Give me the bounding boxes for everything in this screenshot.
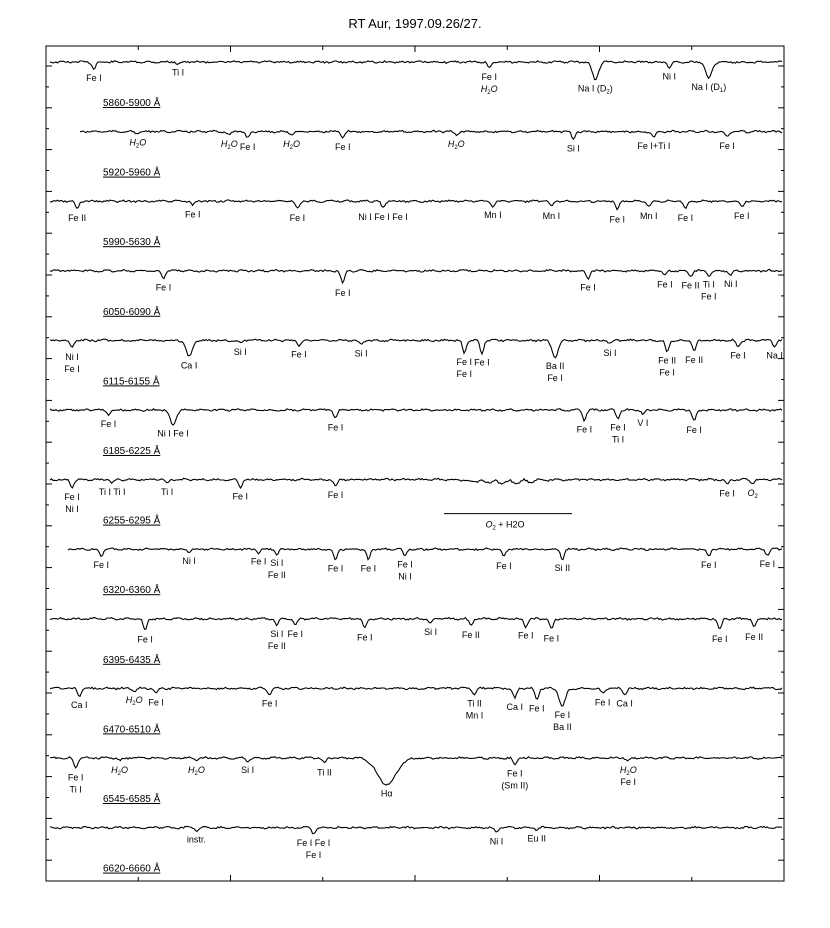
line-label: Fe I [496,560,512,571]
line-label: Fe I [67,772,84,783]
line-label: Mn I [484,210,502,221]
line-label: $H_2O$ [283,139,300,152]
spectrum-panel-5920-5960 [80,130,782,178]
spectrum-line [50,200,782,210]
spectra-group [50,61,783,875]
line-label: Ni I [489,836,504,847]
line-label-secondary: Fe I [659,367,675,378]
range-label: 5860-5900 Å [103,98,161,109]
line-label: Fe I [93,560,109,571]
range-label: 6395-6435 Å [103,654,161,666]
line-label: Fe II [461,629,480,640]
line-label: Ti I [172,67,185,78]
line-label: Ti II [317,767,332,778]
line-label: $H_2O$ [220,139,238,152]
line-label: Fe I [289,212,306,223]
line-label-secondary: Fe I [64,364,80,375]
line-label: Fe I [155,282,172,293]
line-label: Fe I [543,633,560,644]
line-label: Ni I [182,556,196,566]
line-label: Fe I [86,73,102,83]
range-label: 6115-6155 Å [103,376,160,388]
line-label: Fe I [137,634,153,645]
line-label: Fe I [184,209,201,220]
spectrum-line [50,826,782,833]
spectrum-panel-6185-6225 [50,409,782,457]
chart-title: RT Aur, 1997.09.26/27. [348,16,482,31]
line-label: Fe II [745,631,764,642]
line-label: Fe I [327,422,344,433]
spectrum-panel-5990-5630 [50,200,782,248]
line-label: Fe I [481,71,497,82]
spectrum-panel-6545-6585 [50,757,782,805]
line-label: Fe I [239,141,256,152]
line-label: Ni I Fe I Fe I [358,212,408,223]
line-label: Si I [241,764,255,775]
spectrum-line [50,409,782,425]
spectrum-line [50,478,782,488]
line-label: Fe I Fe I [296,837,331,848]
line-label: Fe I [474,357,490,368]
spectrum-line [50,757,782,785]
line-label: Fe I [148,697,164,708]
line-label: $H_2O$ [125,695,143,708]
line-label: Si I [233,347,247,358]
line-label: Fe I [360,563,377,574]
line-label: Si I [566,143,580,154]
line-label: $H_2O$ [619,764,637,777]
line-label: Fe I [507,768,523,779]
line-label: Fe I [397,559,413,570]
line-label: Si II [554,563,571,573]
line-label: Fe I [609,214,626,225]
line-label-secondary: (Sm II) [501,780,529,791]
line-label: Eu II [527,833,547,844]
line-label: Ni I [662,71,677,82]
line-label-secondary: Fe I [456,369,473,379]
line-label: Fe I [580,282,596,293]
line-label: Si I [270,629,284,640]
line-label: Fe I [335,288,351,299]
line-label: Si I [354,348,368,359]
spectrum-panel-6255-6295 [50,478,782,531]
line-label: Ni I [65,352,79,363]
line-label: Fe II [68,212,87,223]
spectrum-panel-5860-5900 [50,61,782,109]
range-label: 5990-5630 Å [103,237,161,249]
spectrum-line [68,548,782,560]
line-label: Ti I [161,487,174,498]
line-label: Fe I [719,488,735,499]
range-label: 6255-6295 Å [103,515,161,527]
line-label: Ba II [545,361,565,372]
line-label: Ca I [180,360,198,371]
line-label-secondary: Fe I [701,291,717,302]
line-label: Na I [766,350,783,361]
line-label: Fe I [594,697,611,708]
annotation-label: $O_2 + H2O$ [485,519,525,532]
line-label: Si I [270,558,284,569]
spectrum-line [50,618,782,630]
line-label: $H_2O$ [187,764,205,777]
line-label: Fe I [327,489,344,500]
line-label: Si I [424,627,438,637]
spectrum-panel-6115-6155 [50,339,783,387]
range-label: 5920-5960 Å [103,167,161,179]
line-label: Fe I [327,563,344,574]
range-label: 6545-6585 Å [103,794,161,805]
line-label: Ti I [702,279,715,290]
range-label: 6320-6360 Å [103,585,161,597]
spectrum-panel-6395-6435 [50,618,782,666]
line-label: Fe I [686,425,702,436]
line-label: $O_2$ [747,487,758,500]
line-label-secondary: Fe I [305,849,322,860]
line-label: Na I $(D_1)$ [691,82,727,95]
line-label: $H_2O$ [129,137,147,150]
range-label: 6050-6090 Å [103,306,161,318]
line-label: instr. [186,834,206,845]
line-label-secondary: $H_2O$ [480,83,498,96]
line-label-secondary: Ba II [553,721,572,732]
spectrum-panel-6470-6510 [50,687,782,735]
line-label: Fe I [576,424,593,435]
line-label: Fe I [100,418,117,429]
line-label: Fe I [357,632,373,643]
line-label: Fe I [554,709,571,720]
spectrum-panel-6620-6660 [50,826,782,874]
line-label: Fe I [677,212,694,223]
line-label-secondary: Fe II [267,570,286,581]
line-label: Fe I [250,556,267,567]
line-label: Fe I [287,629,303,640]
line-label: Fe I [730,350,746,361]
line-label: Hα [380,788,393,799]
line-label-secondary: Mn I [465,710,484,721]
line-label: Fe I [759,558,776,569]
spectrum-panel-6320-6360 [68,548,782,596]
line-label-secondary: Ni I [398,571,412,582]
line-label-secondary: Ti I [611,434,625,445]
line-label: Ni I Fe I [157,428,189,439]
line-label-secondary: Fe I [547,373,563,384]
line-label-secondary: Ti I [69,784,82,795]
line-label: Fe II [658,355,677,366]
range-label: 6185-6225 Å [103,446,161,457]
line-label: Fe I [701,560,717,571]
line-label: Fe II [685,354,704,365]
line-label: Si I [603,347,617,358]
line-label: Fe I [261,698,278,709]
line-label: Fe I+Ti I [637,141,671,152]
line-label: $H_2O$ [111,764,128,777]
line-label-secondary: Fe I [620,776,637,787]
line-label: Ni I [724,279,738,289]
line-label: Fe II [681,280,700,291]
line-label: Ti I Ti I [98,487,126,498]
line-label: Ca I [71,700,88,711]
line-label: Fe I [657,279,673,290]
range-label: 6620-6660 Å [103,863,161,875]
spectrum-line [80,130,782,139]
line-label: V I [637,418,649,429]
line-label: Fe I [456,357,473,367]
line-label: Ti II [467,698,482,709]
line-label: Fe I [232,491,249,502]
range-label: 6470-6510 Å [103,724,161,736]
line-label: Ca I [616,698,633,709]
line-label-secondary: Ni I [65,504,79,514]
line-label-secondary: Fe II [267,641,286,652]
line-label: Fe I [733,210,750,221]
spectrum-panel-6050-6090 [50,270,782,318]
line-label: Mn I [640,210,658,221]
line-label: Ca I [506,702,524,713]
line-label: $H_2O$ [447,139,465,152]
line-label: Fe I [64,492,80,502]
line-label: Fe I [610,422,626,433]
line-label: Fe I [518,630,534,641]
line-label: Fe I [712,634,728,644]
line-label: Fe I [529,703,545,714]
line-label: Mn I [542,210,561,221]
line-label: Fe I [291,349,307,360]
line-label: Fe I [335,141,351,152]
line-label: Fe I [719,141,735,152]
line-label: Na I $(D_2)$ [577,83,613,96]
